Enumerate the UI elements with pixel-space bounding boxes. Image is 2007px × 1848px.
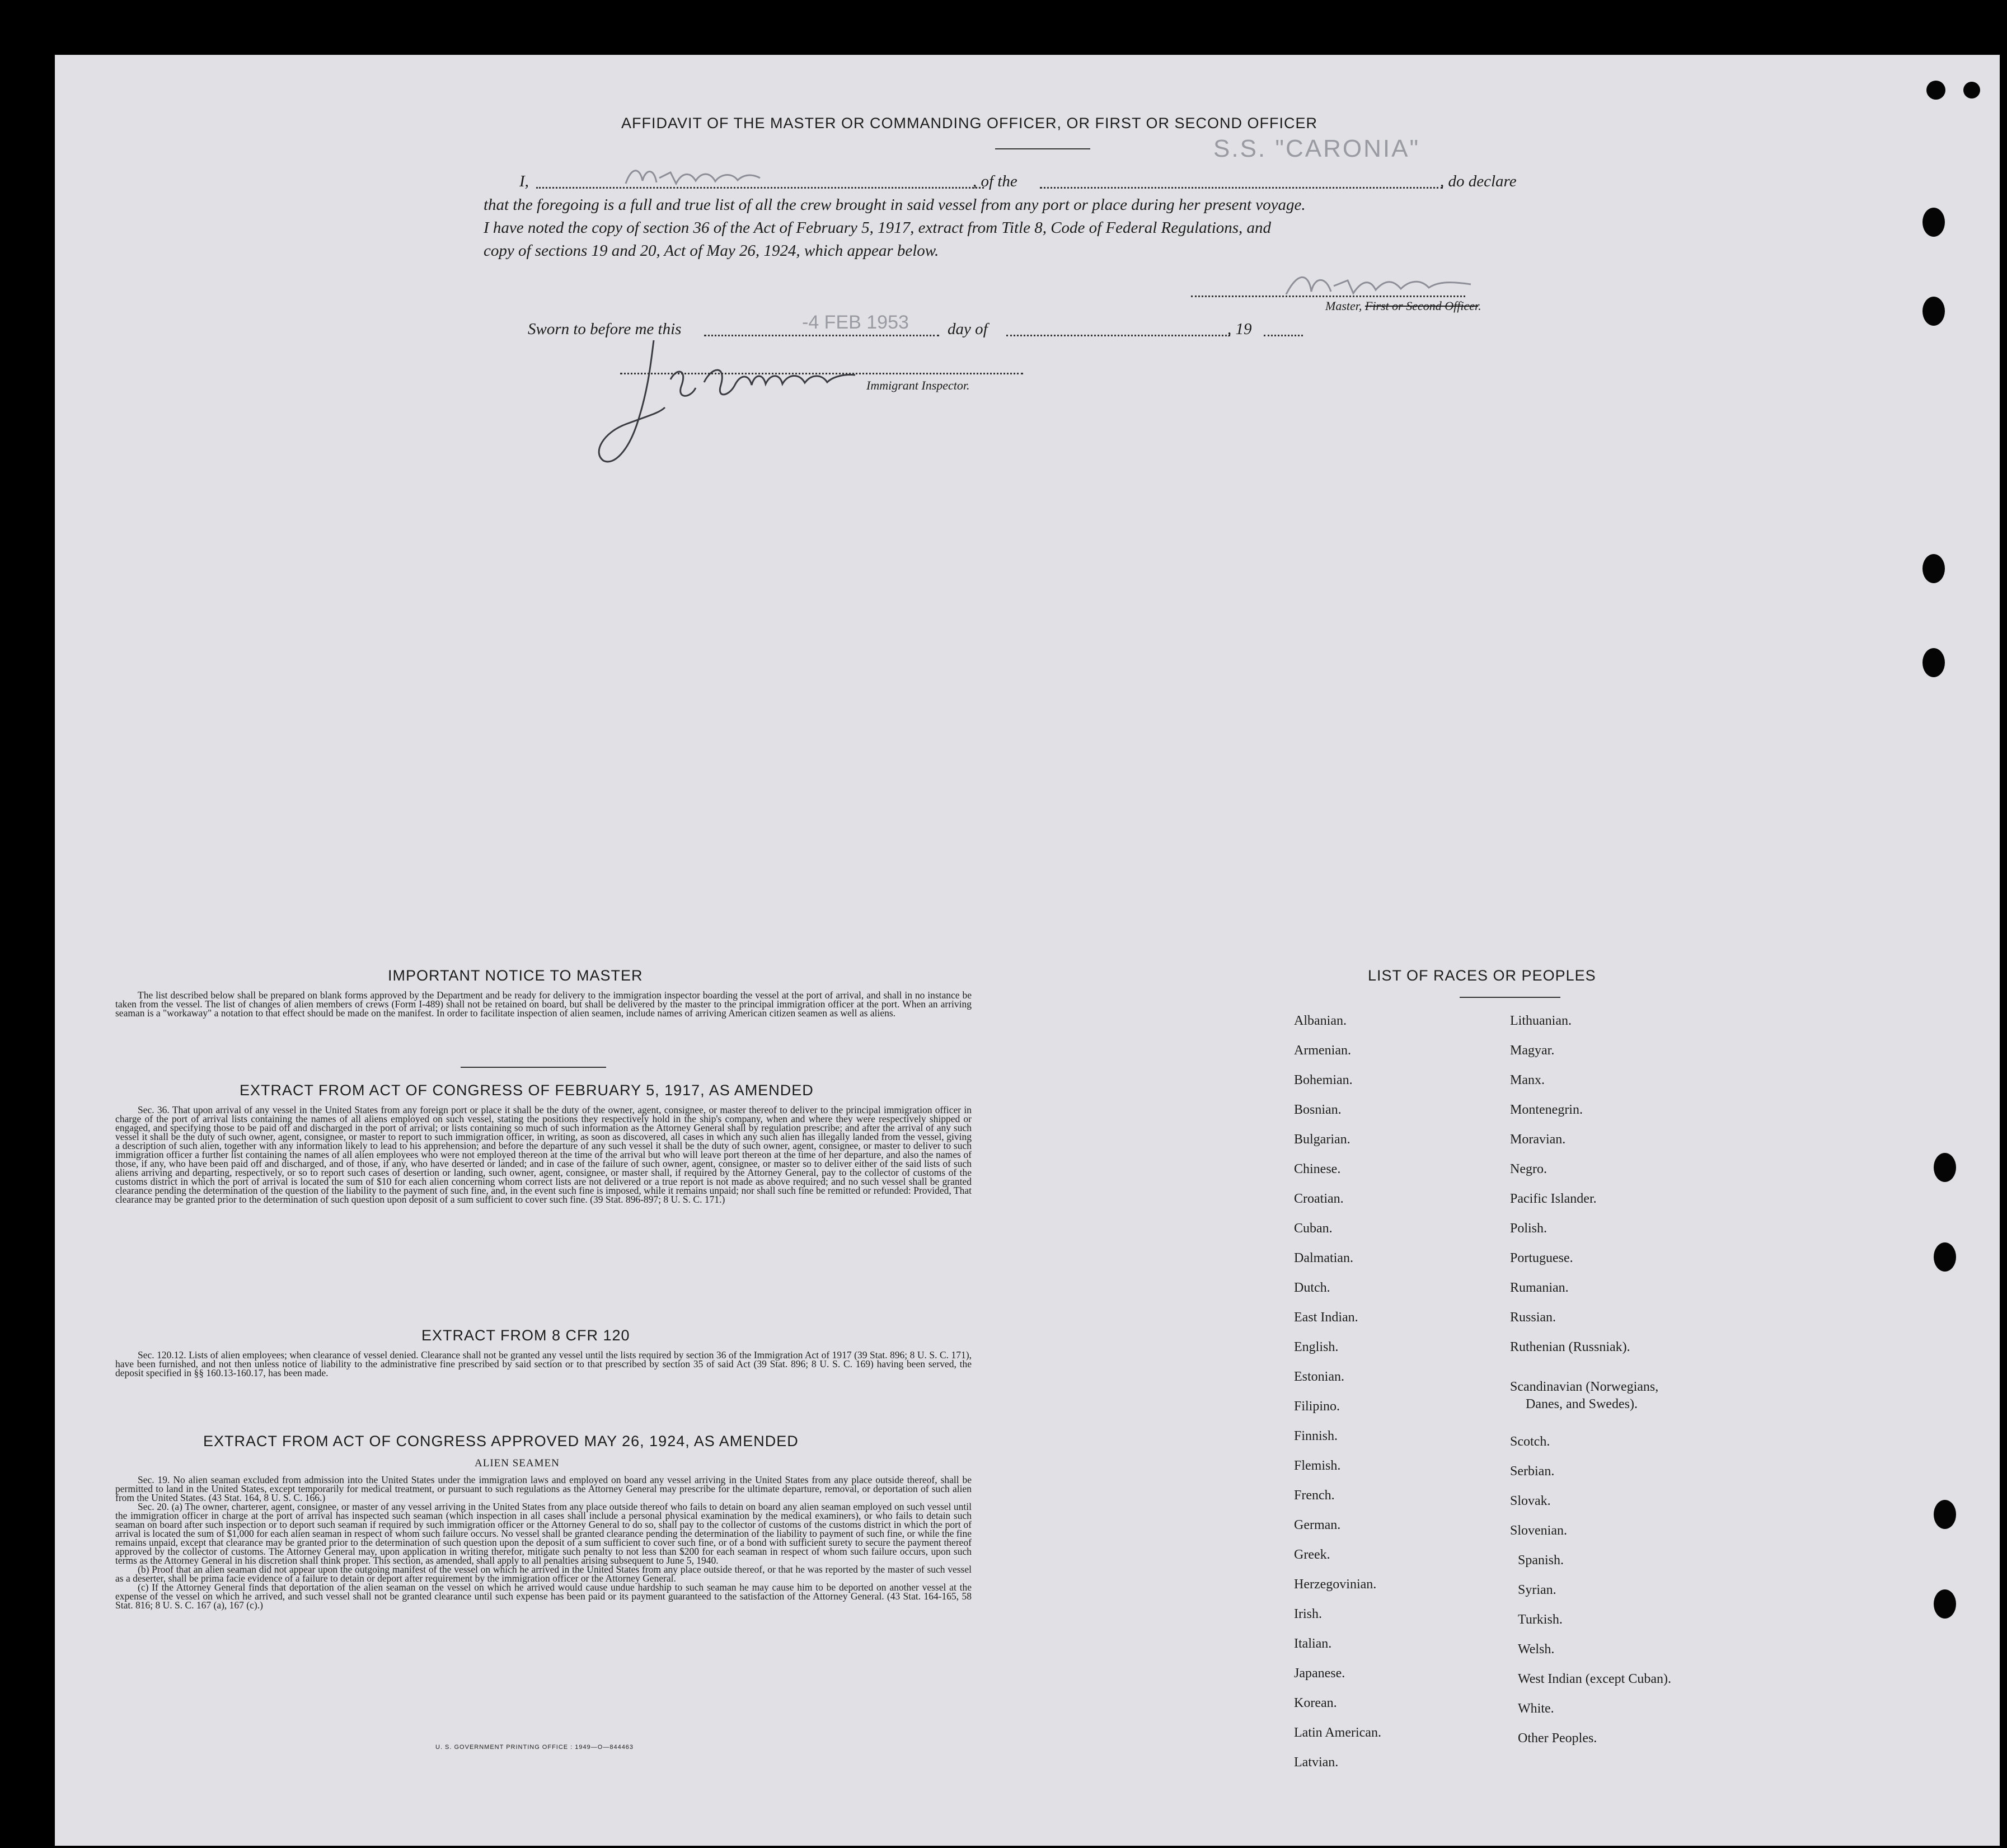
affidavit-line2: that the foregoing is a full and true list of all the crew brought in said vessel from any port or place during her present voyage. [484,196,1306,214]
officer-signature-small [620,161,766,195]
punch-hole [1926,81,1945,100]
race-item: White. [1518,1701,1554,1716]
race-item: Latvian. [1294,1755,1339,1770]
sec-19: Sec. 19. No alien seaman excluded from admission into the United States under the immigration laws and employed on board any vessel arriving in the United States from any place outside thereof, shall be permitted to land in the United States, except temporarily for medical treatment, or pursuant to such regulations as the Attorney General may prescribe for the ultimate departure, removal, or deportation of such alien from the United States. (43 Stat. 164, 8 U. S. C. 166.) [115,1474,972,1503]
extract-cfr-body: Sec. 120.12. Lists of alien employees; when clearance of vessel denied. Clearance shall not be granted any vessel until the lists required by section 36 of the Immigration Act of 1917 (39 Stat. 896; 8 U. S. C. 171), have been furnished, and not then unless notice of liability to the administrative fine prescribed by said section or to that prescribed by section 35 of said Act (39 Stat. 896; 8 U. S. C. 169) having been served, the deposit specified in §§ 160.13-160.17, has been made. [115,1349,972,1378]
affidavit-i: I, [519,172,529,190]
race-item: Italian. [1294,1636,1332,1651]
race-item: Syrian. [1518,1583,1556,1597]
race-item: Armenian. [1294,1043,1351,1058]
affidavit-line4: copy of sections 19 and 20, Act of May 26, 1924, which appear below. [484,242,939,260]
notice-title: IMPORTANT NOTICE TO MASTER [388,967,643,984]
vessel-blank [1040,187,1443,189]
races-title-underline [1460,997,1560,998]
race-item: Bosnian. [1294,1103,1342,1117]
race-item: Scotch. [1510,1434,1550,1449]
affidavit-title: AFFIDAVIT OF THE MASTER OR COMMANDING OFFICER, OR FIRST OR SECOND OFFICER [621,115,1318,132]
inspector-signature-line [620,373,1023,374]
of-the-text: , of the [973,172,1017,190]
race-item: Danes, and Swedes). [1526,1397,1638,1411]
race-item: German. [1294,1518,1341,1532]
race-item: Dalmatian. [1294,1251,1353,1265]
race-item: Manx. [1510,1073,1545,1087]
notice-body: The list described below shall be prepared on blank forms approved by the Department and be ready for delivery to the immigration inspector boarding the vessel at the port of arrival, and shall in no instance be taken from the vessel. The list of changes of alien members of crews (Form I-489) shall not be retained on board, but shall be delivered by the master to the principal immigration officer at the port. When an arriving seaman is a "workaway" a notation to that effect should be made on the manifest. In order to facilitate inspection of alien seamen, include names of arriving American citizen seamen as well as aliens. [115,989,972,1019]
punch-hole [1922,554,1945,583]
race-item: Bohemian. [1294,1073,1353,1087]
day-of-text: day of [948,320,988,338]
punch-hole [1963,82,1980,99]
extract-1924-body [115,1475,972,1610]
race-item: Flemish. [1294,1458,1341,1473]
race-item: Chinese. [1294,1162,1341,1176]
race-item: Cuban. [1294,1221,1333,1236]
race-item: Irish. [1294,1607,1322,1621]
race-item: Croatian. [1294,1192,1344,1206]
race-item: East Indian. [1294,1310,1358,1325]
punch-hole [1922,648,1945,677]
race-item: Montenegrin. [1510,1103,1583,1117]
punch-hole [1922,208,1945,237]
race-item: Other Peoples. [1518,1731,1597,1746]
race-item: Magyar. [1510,1043,1555,1058]
race-item: Bulgarian. [1294,1132,1350,1147]
race-item: Negro. [1510,1162,1547,1176]
race-item: Lithuanian. [1510,1014,1572,1028]
races-title: LIST OF RACES OR PEOPLES [1368,967,1596,984]
race-item: English. [1294,1340,1339,1354]
race-item: Rumanian. [1510,1281,1569,1295]
master-label: Master, First or Second Officer. [1325,299,1481,313]
race-item: Estonian. [1294,1369,1344,1384]
extract-1924-title: EXTRACT FROM ACT OF CONGRESS APPROVED MAY 26, 1924, AS AMENDED [203,1433,799,1450]
sec-20c: (c) If the Attorney General finds that deportation of the alien seaman on the vessel on which he arrived would cause undue hardship to such seaman he may cause him to be deported on another vessel at the expense of the vessel on which he arrived, and such vessel shall not be granted clearance until such expense has been paid or its payment guaranteed to the satisfaction of the Attorney General. (43 Stat. 164-165, 58 Stat. 816; 8 U. S. C. 167 (a), 167 (c).) [115,1582,972,1611]
race-item: Finnish. [1294,1429,1338,1443]
race-item: Ruthenian (Russniak). [1510,1340,1630,1354]
race-item: Moravian. [1510,1132,1566,1147]
race-item: Russian. [1510,1310,1556,1325]
punch-hole [1934,1500,1956,1529]
month-blank [1006,335,1230,336]
race-item: Slovak. [1510,1494,1551,1508]
race-item: Scandinavian (Norwegians, [1510,1380,1659,1394]
punch-hole [1922,297,1945,326]
race-item: Portuguese. [1510,1251,1573,1265]
race-item: Japanese. [1294,1666,1345,1681]
race-item: Slovenian. [1510,1523,1567,1538]
do-declare-text: , do declare [1440,172,1517,190]
race-item: Korean. [1294,1696,1337,1710]
race-item: Serbian. [1510,1464,1555,1479]
punch-hole [1934,1242,1956,1272]
race-item: Albanian. [1294,1014,1347,1028]
printer-imprint: U. S. GOVERNMENT PRINTING OFFICE : 1949—O—844463 [435,1744,634,1751]
year-blank [1264,335,1303,336]
extract-1917-title: EXTRACT FROM ACT OF CONGRESS OF FEBRUARY 5, 1917, AS AMENDED [240,1082,814,1099]
race-item: Turkish. [1518,1612,1563,1627]
sec-20a: Sec. 20. (a) The owner, charterer, agent, consignee, or master of any vessel arriving in the United States from any place outside thereof who fails to detain on board any alien seaman employed on such vessel until the immigration officer in charge at the port of arrival has inspected such seaman (which inspection in all cases shall include a personal physical examination by the medical examiners), or who fails to detain such seaman on board after such inspection or to deport such seaman if required by such immigration officer or the Attorney General to do so, shall pay to the collector of customs of the customs district in which the port of arrival is located the sum of $1,000 for each alien seaman in respect of whom such failure occurs. No vessel shall be granted clearance pending the determination of the liability to payment of such fine, or while the fine remains unpaid, except that clearance may be granted prior to the determination of such question upon the deposit of a sum sufficient to cover such fine, or of a bond with sufficient surety to secure the payment thereof approved by the collector of customs. The Attorney General may, upon application in writing therefor, mitigate such penalty to not less than $200 for each seaman in respect of whom such failure occurs, upon such terms as the Attorney General in his discretion shall think proper. This section, as amended, shall apply to all penalties arising subsequent to June 5, 1940. [115,1501,972,1566]
punch-hole [1934,1589,1956,1619]
title-underline [995,148,1090,149]
punch-hole [1934,1153,1956,1182]
extract-cfr-title: EXTRACT FROM 8 CFR 120 [421,1327,630,1344]
master-signature-line [1191,296,1465,297]
race-item: Herzegovinian. [1294,1577,1377,1592]
race-item: Greek. [1294,1547,1330,1562]
alien-seamen-subtitle: ALIEN SEAMEN [475,1457,560,1469]
race-item: Pacific Islander. [1510,1192,1597,1206]
inspector-label: Immigrant Inspector. [866,378,970,392]
year-text: , 19 [1227,320,1252,338]
affidavit-line3: I have noted the copy of section 36 of the Act of February 5, 1917, extract from Title 8, Code of Federal Regulations, and [484,219,1272,237]
race-item: Polish. [1510,1221,1548,1236]
sec-20b: (b) Proof that an alien seaman did not appear upon the outgoing manifest of the vessel on which he arrived in the United States from any place outside thereof, or that he was reported by the master of such vessel as a deserter, shall be prima facie evidence of a failure to detain or deport after requirement by the immigration officer or the Attorney General. [115,1564,972,1584]
race-item: French. [1294,1488,1335,1503]
race-item: Filipino. [1294,1399,1340,1414]
race-item: West Indian (except Cuban). [1518,1672,1671,1686]
extract-1917-body: Sec. 36. That upon arrival of any vessel in the United States from any foreign port or place it shall be the duty of the owner, agent, consignee, or master thereof to deliver to the principal immigration officer in charge of the port of arrival lists containing the names of all aliens employed on such vessel, stating the positions they respectively hold in the ship's company, when and where they were respectively shipped or engaged, and specifying those to be paid off and discharged in the port of arrival; or lists containing so much of such information as the Attorney General shall by regulation prescribe; and after the arrival of any such vessel it shall be the duty of such owner, agent, consignee, or master to report to such immigration officer, in writing, as soon as discovered, all cases in which any such alien has illegally landed from the vessel, giving a description of such alien, together with any information likely to lead to his apprehension; and before the departure of any such vessel it shall be the duty of such owner, agent, consignee, or master to deliver to such immigration officer a further list containing the names of all alien employees who were not employed thereon at the time of the arrival but who will leave port thereon at the time of her departure, and also the names of those, if any, who have been paid off and discharged, and of those, if any, who have deserted or landed; and in case of the failure of such owner, agent, consignee, or master so to deliver either of the said lists of such aliens arriving and departing, respectively, or so to report such cases of desertion or landing, such owner, agent, consignee, or master shall, if required by the Attorney General, pay to the collector of customs of the customs district in which the port of arrival is located the sum of $10 for each alien concerning whom correct lists are not delivered or a true report is not made as above required; and no such vessel shall be granted clearance pending the determination of the question of the liability to the payment of such fine, and, in the event such fine is imposed, while it remains unpaid; nor shall such fine be remitted or refunded: Provided, That clearance may be granted prior to the determination of such question upon deposit of a sum sufficient to cover such fine. (39 Stat. 896-897; 8 U. S. C. 171.) [115,1104,972,1205]
race-item: Spanish. [1518,1553,1564,1568]
form-page [55,55,2000,1846]
race-item: Welsh. [1518,1642,1555,1657]
date-stamp: -4 FEB 1953 [802,312,909,333]
ship-name-stamp: S.S. "CARONIA" [1213,135,1420,162]
race-item: Dutch. [1294,1281,1330,1295]
sworn-text: Sworn to before me this [528,320,682,338]
race-item: Latin American. [1294,1725,1381,1740]
inspector-signature [592,329,906,514]
divider-1 [461,1067,606,1068]
